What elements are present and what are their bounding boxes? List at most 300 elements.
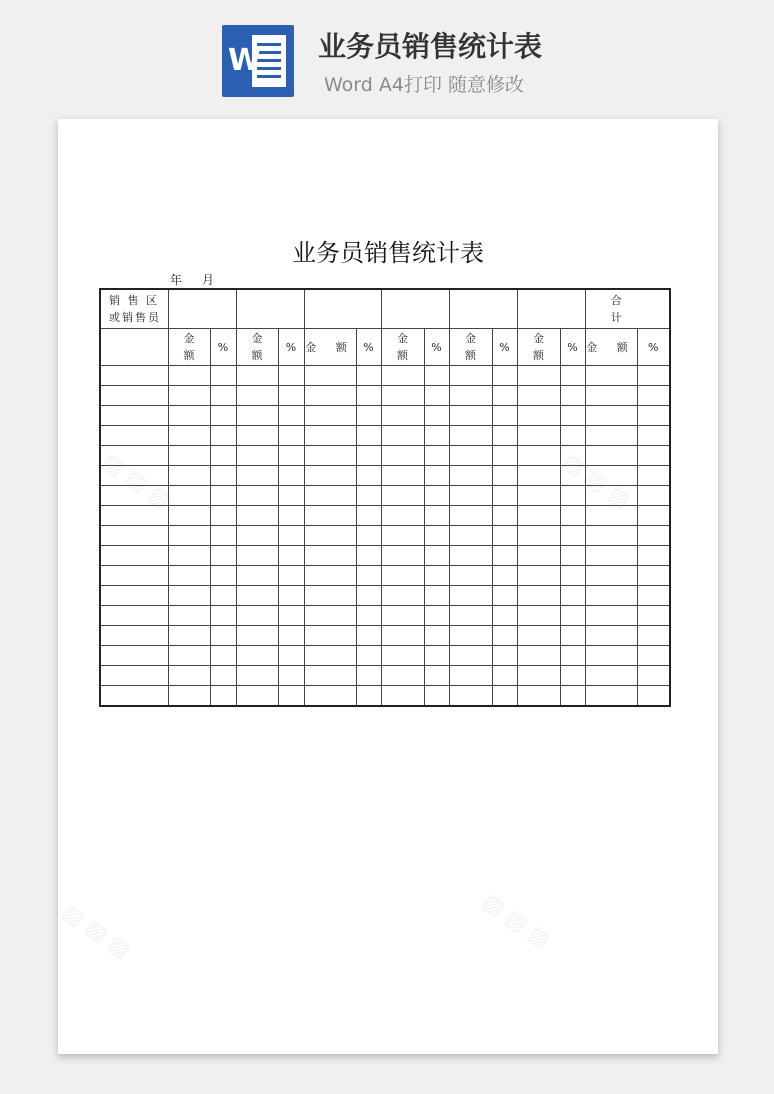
table-cell[interactable] [381,626,424,646]
table-cell[interactable] [236,466,278,486]
table-cell[interactable] [492,406,517,426]
region-header-cell[interactable] [236,289,304,329]
table-cell[interactable] [168,446,210,466]
date-month-label: 月 [202,273,215,287]
table-cell[interactable] [381,586,424,606]
table-row [100,666,670,686]
table-cell[interactable] [424,626,449,646]
word-app-icon [222,25,294,97]
table-cell[interactable] [560,446,585,466]
table-cell[interactable] [517,486,560,506]
table-cell[interactable] [424,606,449,626]
table-cell[interactable] [168,406,210,426]
table-cell[interactable] [356,366,381,386]
table-cell[interactable] [560,666,585,686]
table-cell[interactable] [381,666,424,686]
table-cell[interactable] [637,626,670,646]
table-cell[interactable] [236,366,278,386]
table-cell[interactable] [492,486,517,506]
table-cell[interactable] [424,466,449,486]
total-header-cell: 合 计 [585,289,670,329]
table-cell[interactable] [492,446,517,466]
percent-header-cell: % [560,329,585,366]
table-cell[interactable] [210,606,236,626]
table-cell[interactable] [356,506,381,526]
table-cell[interactable] [236,546,278,566]
table-cell[interactable] [304,466,356,486]
table-cell[interactable] [449,526,492,546]
percent-header-cell: % [424,329,449,366]
table-cell[interactable] [278,446,304,466]
table-cell[interactable] [381,646,424,666]
table-cell[interactable] [236,686,278,707]
table-cell[interactable] [100,586,168,606]
table-cell[interactable] [585,406,637,426]
table-cell[interactable] [449,466,492,486]
document-title: 业务员销售统计表 [292,239,484,267]
table-cell[interactable] [449,566,492,586]
table-cell[interactable] [449,586,492,606]
table-cell[interactable] [517,526,560,546]
table-cell[interactable] [356,606,381,626]
region-header-cell[interactable] [381,289,449,329]
table-cell[interactable] [585,466,637,486]
table-cell[interactable] [637,526,670,546]
table-cell[interactable] [424,506,449,526]
table-cell[interactable] [278,586,304,606]
table-cell[interactable] [100,686,168,707]
table-cell[interactable] [304,666,356,686]
table-row [100,406,670,426]
table-cell[interactable] [356,446,381,466]
table-cell[interactable] [424,686,449,707]
table-cell[interactable] [492,366,517,386]
table-cell[interactable] [492,686,517,707]
table-cell[interactable] [168,506,210,526]
table-cell[interactable] [449,486,492,506]
table-header-row [100,289,670,329]
table-cell[interactable] [517,406,560,426]
table-cell[interactable] [210,386,236,406]
table-cell[interactable] [585,426,637,446]
table-cell[interactable] [381,506,424,526]
table-cell[interactable] [585,486,637,506]
table-cell[interactable] [637,446,670,466]
table-cell[interactable] [168,686,210,707]
table-cell[interactable] [100,426,168,446]
table-cell[interactable] [304,546,356,566]
table-cell[interactable] [356,406,381,426]
table-cell[interactable] [168,386,210,406]
table-cell[interactable] [278,366,304,386]
table-cell[interactable] [304,566,356,586]
table-cell[interactable] [210,406,236,426]
table-cell[interactable] [492,386,517,406]
table-cell[interactable] [210,446,236,466]
table-cell[interactable] [168,546,210,566]
table-cell[interactable] [560,506,585,526]
table-cell[interactable] [236,646,278,666]
table-cell[interactable] [236,386,278,406]
table-cell[interactable] [517,446,560,466]
table-cell[interactable] [304,646,356,666]
table-cell[interactable] [517,646,560,666]
watermark-text: ▨ ▨ ▨ [97,449,175,514]
table-cell[interactable] [560,406,585,426]
table-cell[interactable] [517,566,560,586]
table-cell[interactable] [356,466,381,486]
table-cell[interactable] [304,626,356,646]
table-cell[interactable] [304,406,356,426]
table-cell[interactable] [356,526,381,546]
table-cell[interactable] [637,386,670,406]
table-cell[interactable] [381,366,424,386]
table-cell[interactable] [585,526,637,546]
table-cell[interactable] [637,566,670,586]
table-cell[interactable] [517,546,560,566]
table-cell[interactable] [100,406,168,426]
table-cell[interactable] [100,626,168,646]
table-cell[interactable] [278,666,304,686]
table-cell[interactable] [168,626,210,646]
table-cell[interactable] [381,486,424,506]
table-cell[interactable] [560,426,585,446]
table-cell[interactable] [210,626,236,646]
table-cell[interactable] [637,646,670,666]
table-cell[interactable] [449,606,492,626]
table-cell[interactable] [381,606,424,626]
table-cell[interactable] [168,366,210,386]
table-cell[interactable] [236,426,278,446]
table-cell[interactable] [637,506,670,526]
table-cell[interactable] [210,586,236,606]
table-cell[interactable] [210,506,236,526]
region-header-cell[interactable] [517,289,585,329]
table-row [100,566,670,586]
table-cell[interactable] [356,426,381,446]
table-cell[interactable] [492,606,517,626]
table-cell[interactable] [560,546,585,566]
table-cell[interactable] [492,566,517,586]
table-cell[interactable] [278,466,304,486]
table-cell[interactable] [585,666,637,686]
table-cell[interactable] [356,626,381,646]
table-cell[interactable] [210,486,236,506]
table-cell[interactable] [381,406,424,426]
table-cell[interactable] [560,366,585,386]
table-cell[interactable] [381,526,424,546]
table-cell[interactable] [449,666,492,686]
amount-header-cell: 金 额 [585,329,637,366]
table-cell[interactable] [560,626,585,646]
table-cell[interactable] [304,446,356,466]
table-cell[interactable] [168,666,210,686]
table-cell[interactable] [449,366,492,386]
table-cell[interactable] [449,386,492,406]
table-cell[interactable] [168,486,210,506]
table-cell[interactable] [517,626,560,646]
table-cell[interactable] [356,586,381,606]
table-cell[interactable] [517,426,560,446]
table-cell[interactable] [100,466,168,486]
table-cell[interactable] [381,446,424,466]
word-letter: W [228,43,262,78]
table-cell[interactable] [517,586,560,606]
table-cell[interactable] [356,666,381,686]
percent-header-cell: % [492,329,517,366]
table-cell[interactable] [585,646,637,666]
table-cell[interactable] [449,546,492,566]
table-cell[interactable] [356,486,381,506]
table-cell[interactable] [492,626,517,646]
table-cell[interactable] [100,566,168,586]
table-cell[interactable] [210,646,236,666]
table-row [100,486,670,506]
table-cell[interactable] [278,566,304,586]
table-cell[interactable] [168,526,210,546]
amount-header-cell: 金 额 [236,329,278,366]
table-cell[interactable] [304,386,356,406]
table-cell[interactable] [304,586,356,606]
table-cell[interactable] [424,586,449,606]
table-cell[interactable] [424,426,449,446]
percent-header-cell: % [637,329,670,366]
table-cell[interactable] [236,666,278,686]
table-cell[interactable] [424,366,449,386]
table-cell[interactable] [517,366,560,386]
table-cell[interactable] [492,526,517,546]
table-cell[interactable] [278,546,304,566]
table-cell[interactable] [236,526,278,546]
table-cell[interactable] [492,646,517,666]
table-cell[interactable] [304,606,356,626]
table-cell[interactable] [585,386,637,406]
table-cell[interactable] [637,466,670,486]
table-cell[interactable] [236,446,278,466]
table-cell[interactable] [236,506,278,526]
table-row [100,546,670,566]
table-cell[interactable] [304,366,356,386]
table-cell[interactable] [637,406,670,426]
table-row [100,626,670,646]
percent-header-cell: % [356,329,381,366]
table-cell[interactable] [637,606,670,626]
table-cell[interactable] [585,546,637,566]
table-cell[interactable] [637,426,670,446]
header-subtitle: Word A4打印 随意修改 [324,74,525,96]
table-cell[interactable] [585,566,637,586]
table-cell[interactable] [236,606,278,626]
table-cell[interactable] [381,566,424,586]
table-cell[interactable] [424,526,449,546]
table-cell[interactable] [517,386,560,406]
table-cell[interactable] [560,526,585,546]
table-cell[interactable] [278,406,304,426]
table-cell[interactable] [560,566,585,586]
table-cell[interactable] [637,486,670,506]
blank-cell[interactable] [100,329,168,366]
table-cell[interactable] [517,666,560,686]
table-cell[interactable] [236,486,278,506]
table-cell[interactable] [381,426,424,446]
table-row [100,646,670,666]
table-cell[interactable] [304,486,356,506]
table-cell[interactable] [517,606,560,626]
table-cell[interactable] [278,506,304,526]
table-cell[interactable] [637,546,670,566]
table-cell[interactable] [449,686,492,707]
table-cell[interactable] [449,446,492,466]
table-cell[interactable] [210,426,236,446]
table-cell[interactable] [236,586,278,606]
amount-header-cell: 金 额 [304,329,356,366]
table-cell[interactable] [560,386,585,406]
page-header [0,0,774,110]
table-cell[interactable] [560,606,585,626]
table-cell[interactable] [278,526,304,546]
table-cell[interactable] [517,506,560,526]
table-cell[interactable] [424,646,449,666]
table-cell[interactable] [637,586,670,606]
table-cell[interactable] [168,566,210,586]
table-cell[interactable] [449,406,492,426]
table-cell[interactable] [236,626,278,646]
sales-table [99,288,671,707]
table-cell[interactable] [424,666,449,686]
table-cell[interactable] [560,466,585,486]
table-cell[interactable] [492,666,517,686]
table-cell[interactable] [560,686,585,707]
table-cell[interactable] [210,666,236,686]
table-cell[interactable] [449,426,492,446]
table-cell[interactable] [168,426,210,446]
table-cell[interactable] [356,386,381,406]
table-cell[interactable] [492,426,517,446]
table-cell[interactable] [100,646,168,666]
table-cell[interactable] [424,406,449,426]
table-cell[interactable] [278,686,304,707]
table-cell[interactable] [278,386,304,406]
table-cell[interactable] [100,366,168,386]
table-cell[interactable] [585,626,637,646]
table-cell[interactable] [449,646,492,666]
table-cell[interactable] [304,426,356,446]
table-cell[interactable] [304,686,356,707]
table-cell[interactable] [585,506,637,526]
table-cell[interactable] [424,566,449,586]
table-cell[interactable] [100,386,168,406]
table-cell[interactable] [585,446,637,466]
table-cell[interactable] [492,546,517,566]
table-cell[interactable] [168,606,210,626]
table-cell[interactable] [517,466,560,486]
table-cell[interactable] [560,486,585,506]
table-cell[interactable] [100,546,168,566]
table-row [100,426,670,446]
table-cell[interactable] [449,626,492,646]
table-cell[interactable] [424,546,449,566]
table-cell[interactable] [381,386,424,406]
table-cell[interactable] [560,646,585,666]
table-cell[interactable] [585,366,637,386]
table-cell[interactable] [100,446,168,466]
table-cell[interactable] [585,586,637,606]
corner-label-line1: 销 售 区 [109,294,159,307]
table-cell[interactable] [168,466,210,486]
watermark-text: ▨ ▨ ▨ [477,889,555,954]
date-year-label: 年 [170,273,183,287]
table-cell[interactable] [492,506,517,526]
region-header-cell[interactable] [449,289,517,329]
table-cell[interactable] [492,466,517,486]
table-row [100,586,670,606]
table-cell[interactable] [100,486,168,506]
table-cell[interactable] [381,546,424,566]
table-cell[interactable] [356,566,381,586]
table-cell[interactable] [304,526,356,546]
table-cell[interactable] [210,526,236,546]
watermark-text: ▨ ▨ ▨ [57,899,135,964]
table-cell[interactable] [637,366,670,386]
table-subheader-row [100,329,670,366]
table-cell[interactable] [304,506,356,526]
document-page [58,119,718,1054]
table-cell[interactable] [210,366,236,386]
amount-header-cell: 金 额 [168,329,210,366]
table-cell[interactable] [492,586,517,606]
table-cell[interactable] [356,646,381,666]
table-cell[interactable] [585,606,637,626]
table-cell[interactable] [585,686,637,707]
region-header-cell[interactable] [304,289,381,329]
table-cell[interactable] [100,506,168,526]
table-cell[interactable] [278,646,304,666]
region-header-cell[interactable] [168,289,236,329]
table-cell[interactable] [637,686,670,707]
table-cell[interactable] [210,466,236,486]
table-row [100,686,670,707]
table-cell[interactable] [100,606,168,626]
table-cell[interactable] [356,686,381,707]
table-cell[interactable] [100,666,168,686]
table-cell[interactable] [210,566,236,586]
table-cell[interactable] [236,566,278,586]
table-cell[interactable] [168,646,210,666]
table-cell[interactable] [424,386,449,406]
table-cell[interactable] [356,546,381,566]
table-cell[interactable] [278,426,304,446]
table-cell[interactable] [424,486,449,506]
table-cell[interactable] [560,586,585,606]
table-cell[interactable] [424,446,449,466]
table-cell[interactable] [278,606,304,626]
table-cell[interactable] [168,586,210,606]
table-cell[interactable] [210,546,236,566]
table-body [97,366,670,707]
table-cell[interactable] [278,486,304,506]
table-cell[interactable] [236,406,278,426]
table-cell[interactable] [381,466,424,486]
table-cell[interactable] [278,626,304,646]
table-cell[interactable] [381,686,424,707]
table-row [100,506,670,526]
table-cell[interactable] [517,686,560,707]
table-cell[interactable] [210,686,236,707]
header-title: 业务员销售统计表 [318,30,543,63]
table-cell[interactable] [100,526,168,546]
table-cell[interactable] [637,666,670,686]
table-cell[interactable] [449,506,492,526]
